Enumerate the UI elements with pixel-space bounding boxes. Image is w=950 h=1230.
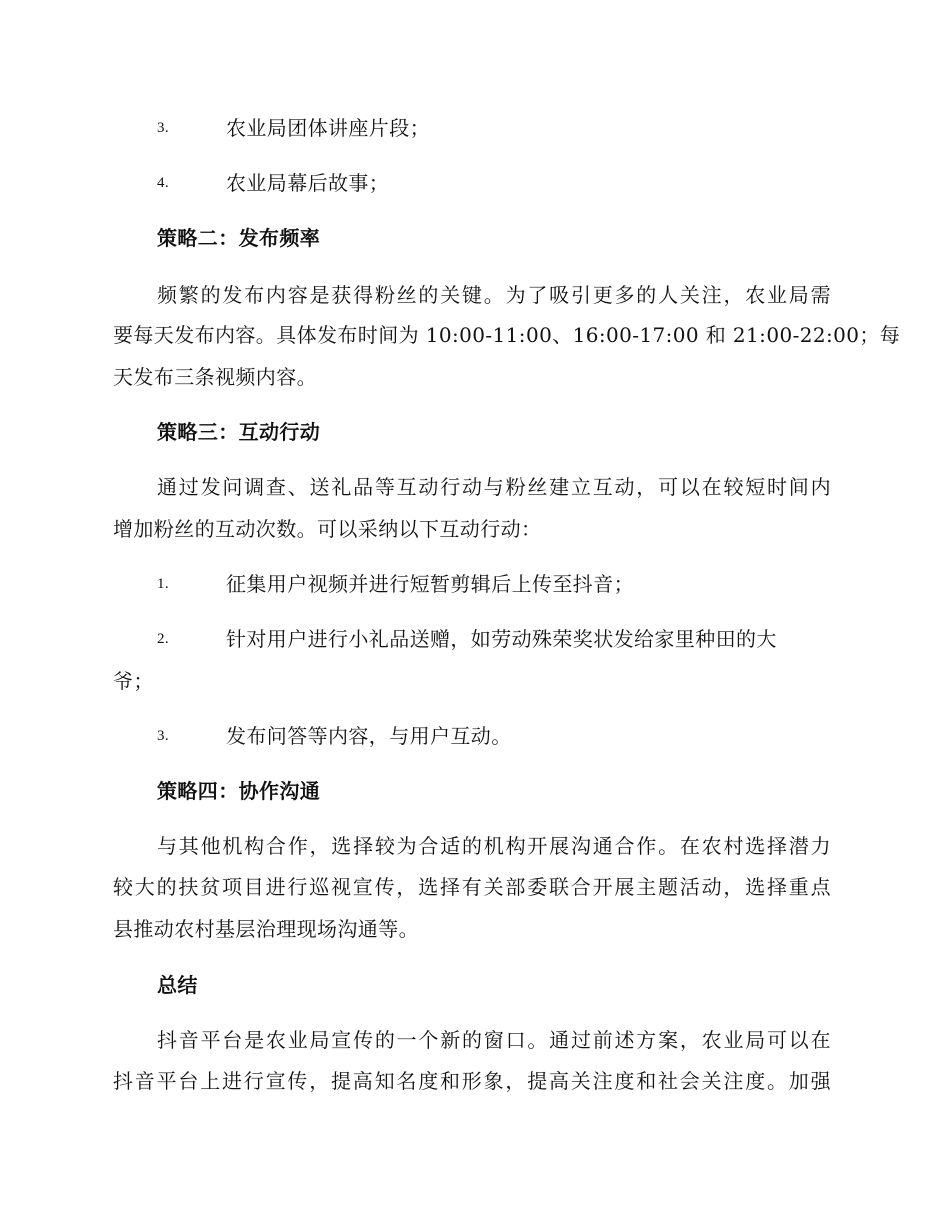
paragraph-line: 天发布三条视频内容。 <box>113 365 317 389</box>
list-text-continuation: 爷； <box>113 669 154 693</box>
list-text: 针对用户进行小礼品送赠，如劳动殊荣奖状发给家里种田的大 <box>226 627 777 651</box>
list-number: 3. <box>157 728 170 744</box>
list-number: 1. <box>157 576 170 592</box>
list-number: 4. <box>157 175 170 191</box>
section-heading: 总结 <box>157 973 198 997</box>
list-text: 农业局团体讲座片段； <box>226 116 430 140</box>
section-heading: 策略二：发布频率 <box>157 226 321 250</box>
list-number: 2. <box>157 631 170 647</box>
document-page: 3. 农业局团体讲座片段； 4. 农业局幕后故事； 策略二：发布频率 频繁的发布内容是获得粉丝的关键。为了吸引更多的人关注，农业局需 要每天发布内容。具体发布时间为 10:00-11:00、16:00-17:00 和 21:00-22:00；每 天发布三条视频内容。 策略三：互动行动 通过发问调查、送礼品等互动行动与粉丝建立互动，可以在较短时间内 增加粉丝的互动次数。可以采纳以下互动行动： 1. 征集用户视频并进行短暂剪辑后上传至抖音； 2. 针对用户进行小礼品送赠，如劳动殊荣奖状发给家里种田的大 爷； 3. 发布问答等内容，与用户互动。 策略四：协作沟通 与其他机构合作，选择较为合适的机构开展沟通合作。在农村选择潜力 较大的扶贫项目进行巡视宣传，选择有关部委联合开展主题活动，选择重点 县推动农村基层治理现场沟通等。 总结 抖音平台是农业局宣传的一个新的窗口。通过前述方案，农业局可以在 抖音平台上进行宣传，提高知名度和形象，提高关注度和社会关注度。加强 <box>0 0 950 1230</box>
list-text: 征集用户视频并进行短暂剪辑后上传至抖音； <box>226 572 634 596</box>
list-text: 农业局幕后故事； <box>226 171 390 195</box>
paragraph-line: 增加粉丝的互动次数。可以采纳以下互动行动： <box>113 517 542 541</box>
list-number: 3. <box>157 120 170 136</box>
section-heading: 策略三：互动行动 <box>157 420 321 444</box>
section-heading: 策略四：协作沟通 <box>157 779 321 803</box>
list-text: 发布问答等内容，与用户互动。 <box>226 724 512 748</box>
paragraph-line: 县推动农村基层治理现场沟通等。 <box>113 917 419 941</box>
